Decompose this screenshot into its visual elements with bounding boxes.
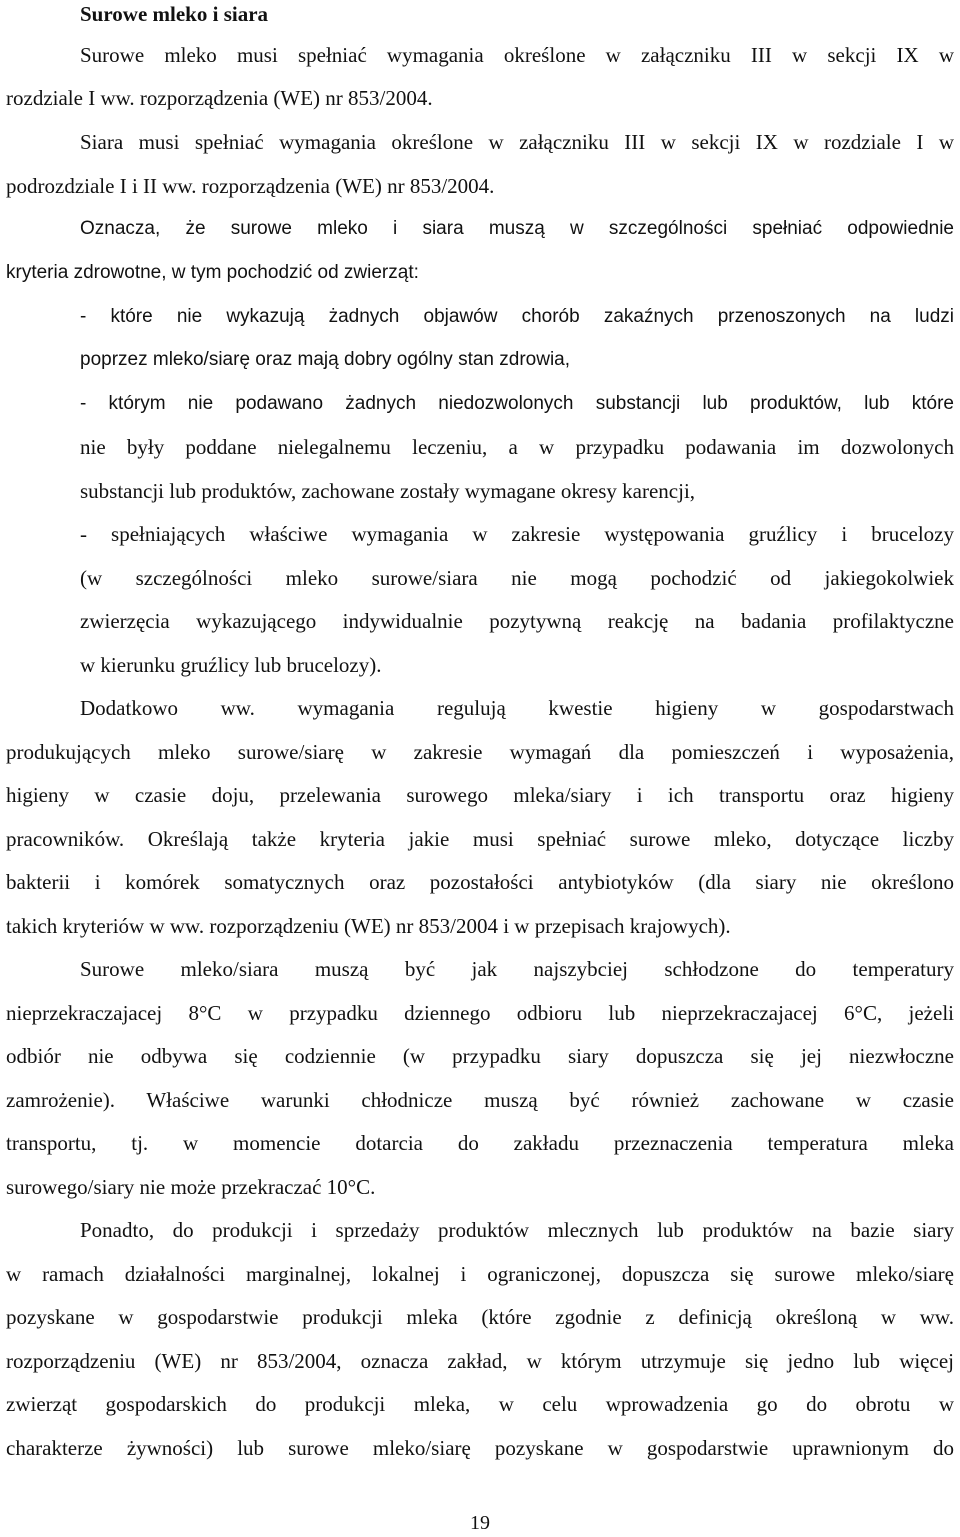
text-line: rozporządzeniu (WE) nr 853/2004, oznacza zakład, w którym utrzymuje się jedno lub więcej	[6, 1349, 954, 1373]
text-line: takich kryteriów w ww. rozporządzeniu (WE) nr 853/2004 i w przepisach krajowych).	[6, 914, 731, 938]
text-line: - spełniających właściwe wymagania w zakresie występowania gruźlicy i brucelozy	[80, 522, 954, 546]
text-line: produkujących mleko surowe/siarę w zakresie wymagań dla pomieszczeń i wyposażenia,	[6, 740, 954, 764]
text-line: transportu, tj. w momencie dotarcia do zakładu przeznaczenia temperatura mleka	[6, 1131, 954, 1155]
text-line: charakterze żywności) lub surowe mleko/siarę pozyskane w gospodarstwie uprawnionym do	[6, 1436, 954, 1460]
text-line: (w szczególności mleko surowe/siara nie mogą pochodzić od jakiegokolwiek	[80, 566, 954, 590]
text-line: - które nie wykazują żadnych objawów chorób zakaźnych przenoszonych na ludzi	[80, 306, 954, 327]
text-line: bakterii i komórek somatycznych oraz pozostałości antybiotyków (dla siary nie określono	[6, 870, 954, 894]
text-line: pracowników. Określają także kryteria jakie musi spełniać surowe mleko, dotyczące liczby	[6, 827, 954, 851]
text-line: Ponadto, do produkcji i sprzedaży produktów mlecznych lub produktów na bazie siary	[80, 1218, 954, 1242]
text-line: zwierzęcia wykazującego indywidualnie pozytywną reakcję na badania profilaktyczne	[80, 609, 954, 633]
text-line: nieprzekraczajacej 8°C w przypadku dziennego odbioru lub nieprzekraczajacej 6°C, jeżeli	[6, 1001, 954, 1025]
text-line: Surowe mleko/siara muszą być jak najszybciej schłodzone do temperatury	[80, 957, 954, 981]
text-line: surowego/siary nie może przekraczać 10°C.	[6, 1175, 376, 1199]
text-line: podrozdziale I i II ww. rozporządzenia (WE) nr 853/2004.	[6, 174, 495, 198]
text-line: substancji lub produktów, zachowane zostały wymagane okresy karencji,	[80, 479, 696, 503]
text-line: pozyskane w gospodarstwie produkcji mleka (które zgodnie z definicją określoną w ww.	[6, 1305, 954, 1329]
text-line: Surowe mleko musi spełniać wymagania określone w załączniku III w sekcji IX w	[80, 43, 954, 67]
text-line: - którym nie podawano żadnych niedozwolonych substancji lub produktów, lub które	[80, 393, 954, 414]
text-line: higieny w czasie doju, przelewania surowego mleka/siary i ich transportu oraz higieny	[6, 783, 954, 807]
text-line: Dodatkowo ww. wymagania regulują kwestie higieny w gospodarstwach	[80, 696, 954, 720]
text-line: poprzez mleko/siarę oraz mają dobry ogólny stan zdrowia,	[80, 349, 571, 370]
text-line: w ramach działalności marginalnej, lokalnej i ograniczonej, dopuszcza się surowe mleko/siarę	[6, 1262, 954, 1286]
text-line: w kierunku gruźlicy lub brucelozy).	[80, 653, 382, 677]
text-line: kryteria zdrowotne, w tym pochodzić od zwierząt:	[6, 262, 419, 283]
text-line: nie były poddane nielegalnemu leczeniu, a w przypadku podawania im dozwolonych	[80, 435, 954, 459]
text-line: zamrożenie). Właściwe warunki chłodnicze muszą być również zachowane w czasie	[6, 1088, 954, 1112]
text-line: zwierząt gospodarskich do produkcji mleka, w celu wprowadzenia go do obrotu w	[6, 1392, 954, 1416]
text-line: Siara musi spełniać wymagania określone w załączniku III w sekcji IX w rozdziale I w	[80, 130, 954, 154]
section-heading: Surowe mleko i siara	[80, 2, 269, 26]
page-number: 19	[470, 1512, 490, 1534]
text-line: odbiór nie odbywa się codziennie (w przypadku siary dopuszcza się jej niezwłoczne	[6, 1044, 954, 1068]
text-line: rozdziale I ww. rozporządzenia (WE) nr 853/2004.	[6, 86, 433, 110]
text-line: Oznacza, że surowe mleko i siara muszą w szczególności spełniać odpowiednie	[80, 218, 954, 239]
